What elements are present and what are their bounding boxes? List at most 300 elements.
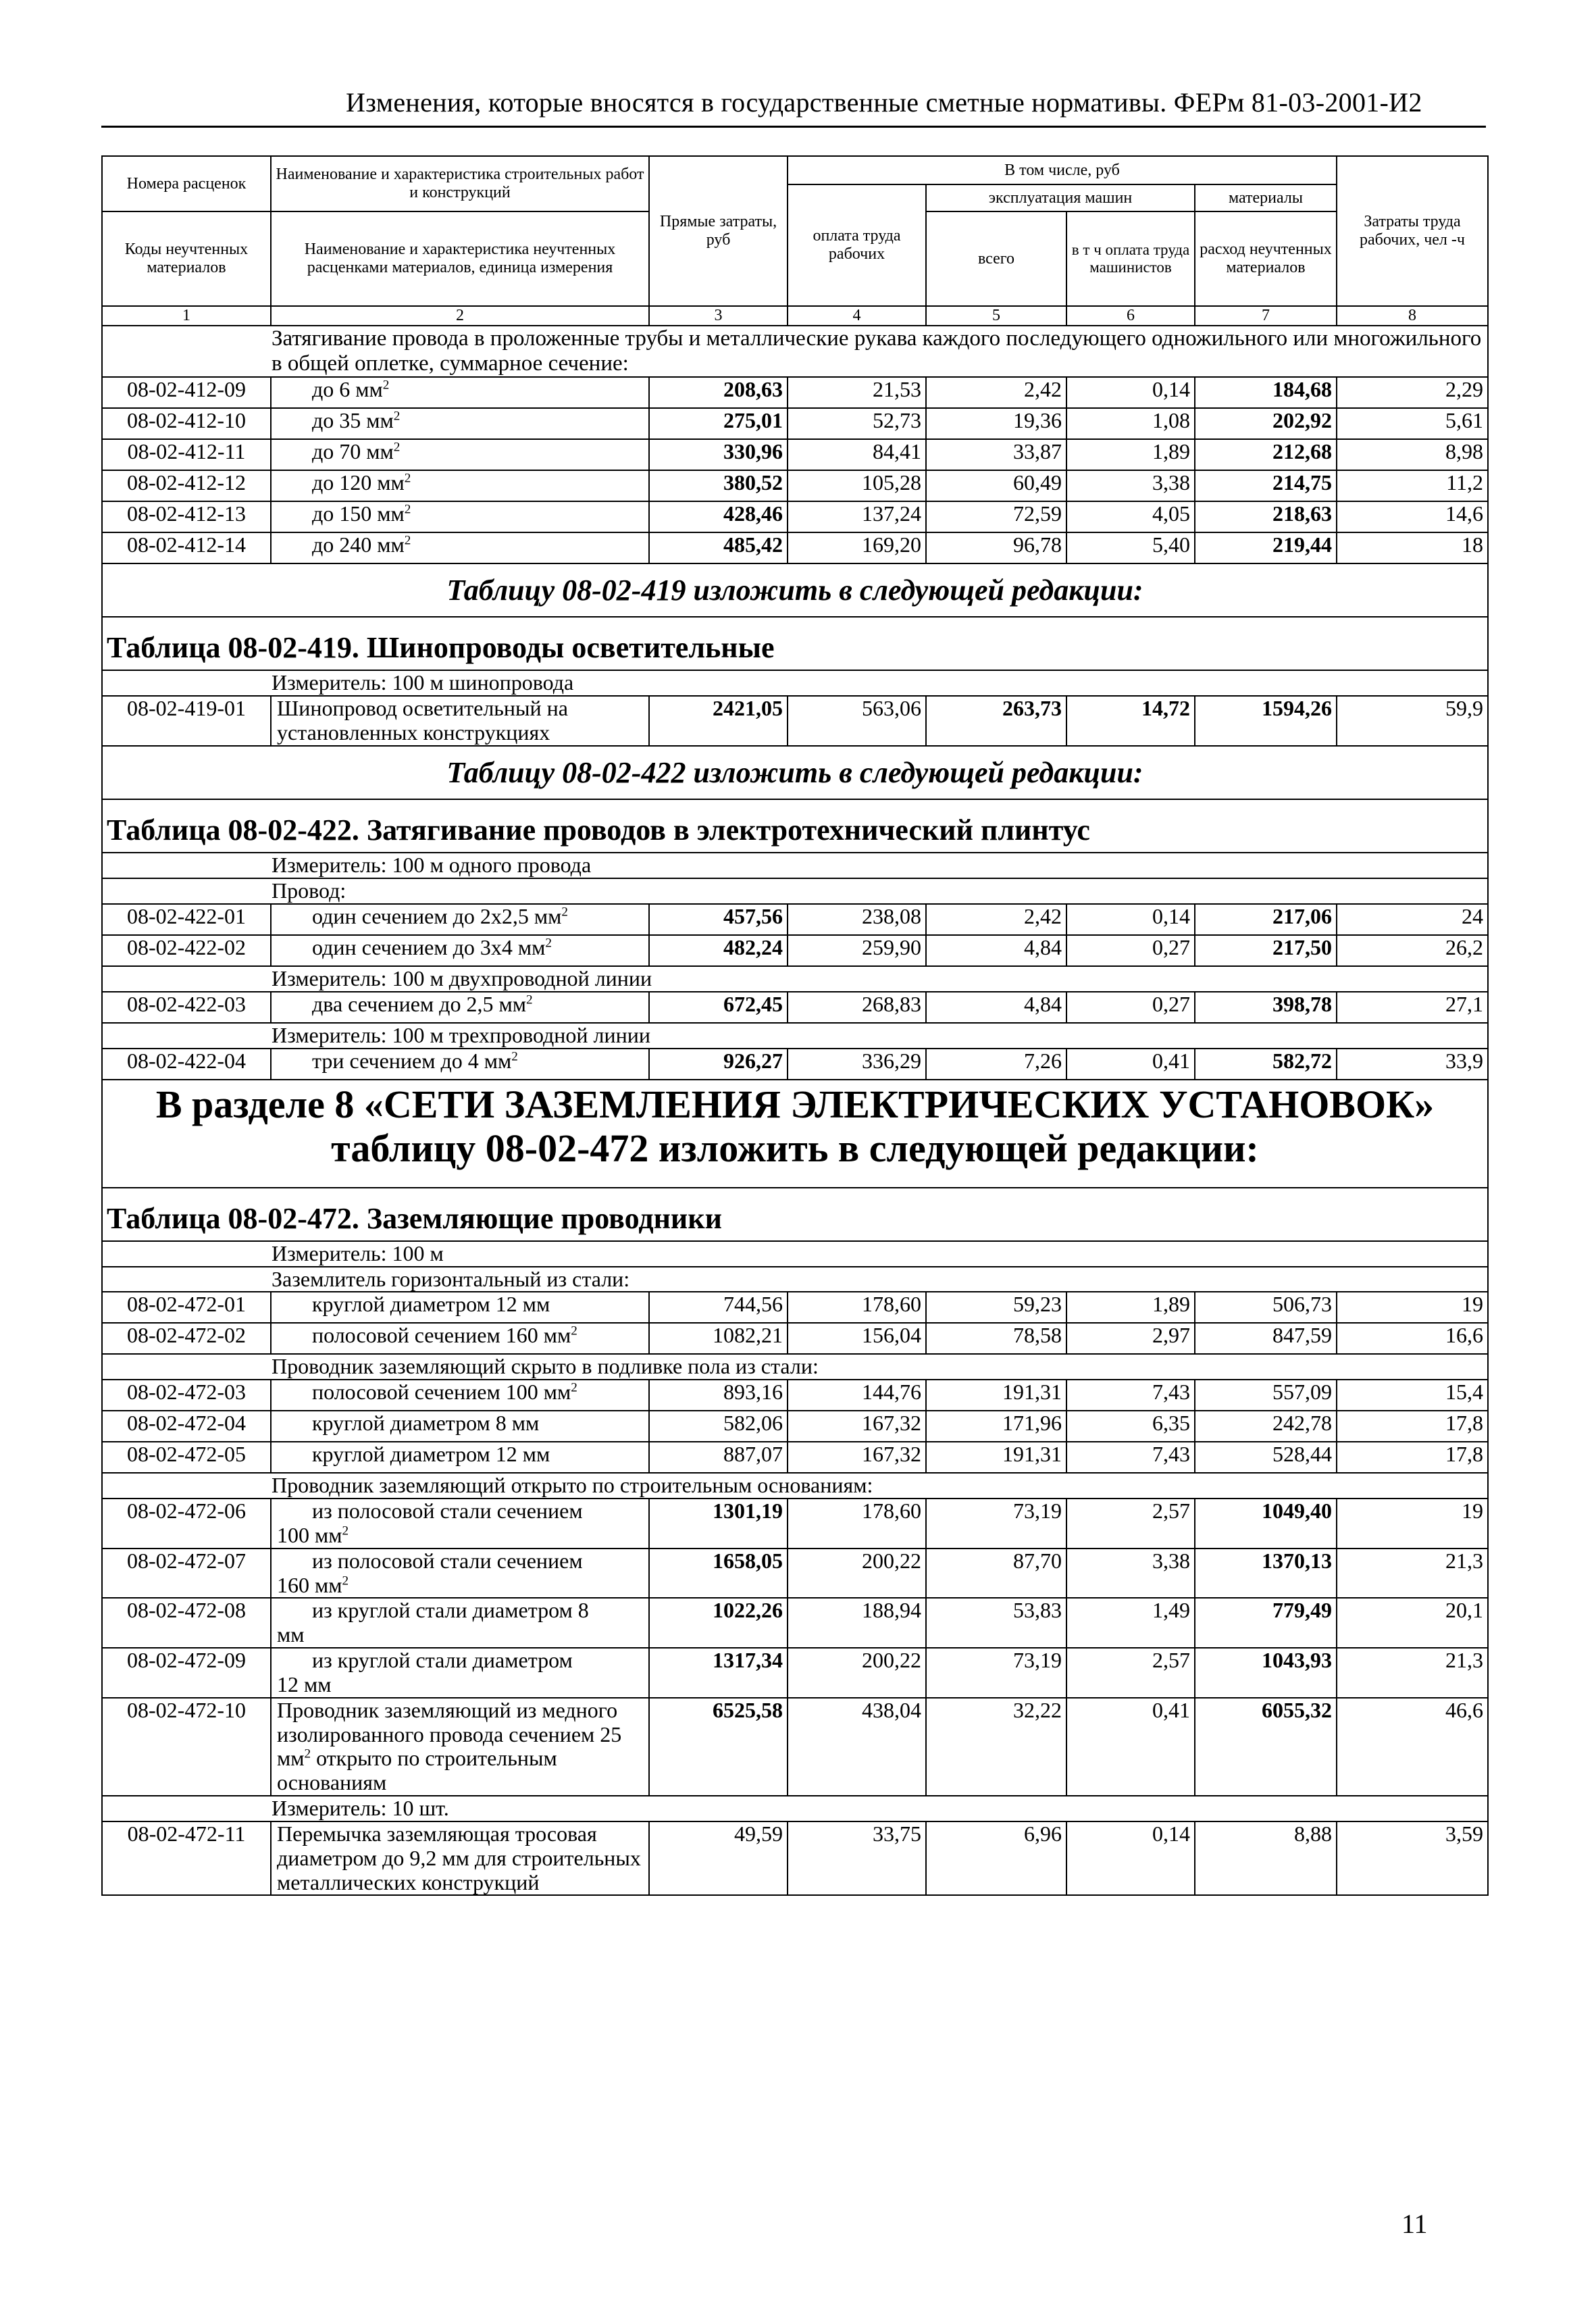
work-name	[271, 1442, 649, 1473]
superscript: 2	[342, 1524, 349, 1538]
work-name	[271, 696, 649, 746]
table-472-sub2-row	[102, 1354, 1488, 1380]
direct-cost: 457,56	[649, 904, 788, 935]
page-number: 11	[1401, 2209, 1428, 2239]
labor-hours: 59,9	[1337, 696, 1488, 746]
labor-hours: 18	[1337, 532, 1488, 563]
machine-cost: 73,19	[926, 1499, 1066, 1549]
labor-hours: 46,6	[1337, 1698, 1488, 1796]
labor-pay: 21,53	[788, 377, 926, 408]
materials-cost: 202,92	[1195, 408, 1337, 439]
edit-instruction-419-row	[102, 563, 1488, 617]
labor-pay: 84,41	[788, 439, 926, 470]
machine-cost: 73,19	[926, 1648, 1066, 1698]
rate-code: 08-02-472-05	[102, 1442, 271, 1473]
rate-code: 08-02-472-07	[102, 1549, 271, 1599]
machine-cost: 4,84	[926, 992, 1066, 1023]
rate-code: 08-02-472-08	[102, 1598, 271, 1648]
column-number: 3	[649, 306, 788, 326]
table-472-sub1-row	[102, 1267, 1488, 1292]
column-number: 6	[1066, 306, 1195, 326]
column-number: 5	[926, 306, 1066, 326]
rate-code: 08-02-472-10	[102, 1698, 271, 1796]
labor-hours: 21,3	[1337, 1549, 1488, 1599]
work-name	[271, 1049, 649, 1080]
work-name-text: Перемычка заземляющая тросовая диаметром до 9,2 мм для строительных металлических конструкций	[277, 1821, 641, 1894]
materials-cost: 6055,32	[1195, 1698, 1337, 1796]
work-name	[271, 1411, 649, 1442]
labor-pay: 200,22	[788, 1549, 926, 1599]
materials-cost: 212,68	[1195, 439, 1337, 470]
superscript: 2	[571, 1380, 577, 1395]
labor-pay: 169,20	[788, 532, 926, 563]
labor-pay: 178,60	[788, 1499, 926, 1549]
superscript: 2	[404, 502, 411, 517]
labor-hours: 3,59	[1337, 1821, 1488, 1895]
work-name-text: из круглой стали диаметром 8	[312, 1598, 589, 1623]
materials-cost: 217,50	[1195, 935, 1337, 966]
machine-cost: 72,59	[926, 501, 1066, 532]
machine-cost: 60,49	[926, 470, 1066, 501]
work-name	[271, 501, 649, 532]
table-row	[102, 1292, 1488, 1323]
direct-cost: 744,56	[649, 1292, 788, 1323]
machinist-pay: 14,72	[1066, 696, 1195, 746]
direct-cost: 893,16	[649, 1380, 788, 1411]
table-422-title: Таблица 08-02-422. Затягивание проводов в электротехнический плинтус	[102, 799, 1488, 853]
machinist-pay: 0,41	[1066, 1698, 1195, 1796]
work-name-text: до 35 мм	[312, 407, 394, 432]
col-header-name-bottom: Наименование и характеристика неучтенных расценками материалов, единица измерения	[271, 211, 649, 306]
rate-code: 08-02-472-01	[102, 1292, 271, 1323]
table-row	[102, 696, 1488, 746]
labor-pay: 336,29	[788, 1049, 926, 1080]
direct-cost: 330,96	[649, 439, 788, 470]
rate-code: 08-02-472-09	[102, 1648, 271, 1698]
work-name	[271, 904, 649, 935]
work-name-text: из полосовой стали сечением	[312, 1499, 583, 1524]
direct-cost: 6525,58	[649, 1698, 788, 1796]
machinist-pay: 1,49	[1066, 1598, 1195, 1648]
rate-code: 08-02-472-11	[102, 1821, 271, 1895]
materials-cost: 582,72	[1195, 1049, 1337, 1080]
rate-code: 08-02-422-02	[102, 935, 271, 966]
machine-cost: 96,78	[926, 532, 1066, 563]
table-row	[102, 439, 1488, 470]
direct-cost: 428,46	[649, 501, 788, 532]
work-name-text: до 240 мм	[312, 532, 405, 557]
direct-cost: 1022,26	[649, 1598, 788, 1648]
col-header-code-bottom: Коды неучтенных материалов	[102, 211, 271, 306]
labor-hours: 27,1	[1337, 992, 1488, 1023]
machinist-pay: 4,05	[1066, 501, 1195, 532]
work-name-continuation: 12 мм	[277, 1671, 332, 1696]
labor-hours: 17,8	[1337, 1442, 1488, 1473]
work-name-text: два сечением до 2,5 мм	[312, 991, 526, 1016]
table-422-measure-3: Измеритель: 100 м трехпроводной линии	[102, 1023, 1488, 1049]
work-name	[271, 1292, 649, 1323]
col-header-machines: эксплуатация машин	[926, 184, 1195, 211]
direct-cost: 208,63	[649, 377, 788, 408]
labor-hours: 11,2	[1337, 470, 1488, 501]
materials-cost: 1043,93	[1195, 1648, 1337, 1698]
machine-cost: 33,87	[926, 439, 1066, 470]
labor-hours: 19	[1337, 1499, 1488, 1549]
labor-pay: 438,04	[788, 1698, 926, 1796]
labor-pay: 238,08	[788, 904, 926, 935]
table-422-measure-row	[102, 853, 1488, 878]
work-name-text: полосовой сечением 160 мм	[312, 1323, 571, 1348]
machinist-pay: 7,43	[1066, 1380, 1195, 1411]
column-number: 1	[102, 306, 271, 326]
table-row	[102, 1049, 1488, 1080]
labor-pay: 167,32	[788, 1442, 926, 1473]
work-name-text: один сечением до 2х2,5 мм	[312, 903, 562, 928]
rate-code: 08-02-472-06	[102, 1499, 271, 1549]
machinist-pay: 3,38	[1066, 470, 1195, 501]
table-472-measure-2: Измеритель: 10 шт.	[102, 1796, 1488, 1821]
table-422-measure-3-row	[102, 1023, 1488, 1049]
direct-cost: 1658,05	[649, 1549, 788, 1599]
direct-cost: 672,45	[649, 992, 788, 1023]
machine-cost: 2,42	[926, 377, 1066, 408]
table-472-measure: Измеритель: 100 м	[102, 1241, 1488, 1267]
col-header-machines-pay: в т ч оплата труда машинистов	[1066, 211, 1195, 306]
materials-cost: 1594,26	[1195, 696, 1337, 746]
materials-cost: 1370,13	[1195, 1549, 1337, 1599]
machine-cost: 19,36	[926, 408, 1066, 439]
rate-code: 08-02-419-01	[102, 696, 271, 746]
labor-hours: 15,4	[1337, 1380, 1488, 1411]
labor-pay: 137,24	[788, 501, 926, 532]
work-name-continuation: мм	[277, 1622, 305, 1647]
table-row	[102, 377, 1488, 408]
labor-hours: 21,3	[1337, 1648, 1488, 1698]
superscript: 2	[304, 1746, 311, 1761]
col-header-labor-cost: Затраты труда рабочих, чел -ч	[1337, 156, 1488, 306]
estimate-table	[101, 155, 1489, 1896]
work-name-text: до 120 мм	[312, 470, 405, 495]
machinist-pay: 1,08	[1066, 408, 1195, 439]
machinist-pay: 0,14	[1066, 377, 1195, 408]
column-number: 4	[788, 306, 926, 326]
table-422-measure: Измеритель: 100 м одного провода	[102, 853, 1488, 878]
materials-cost: 217,06	[1195, 904, 1337, 935]
direct-cost: 380,52	[649, 470, 788, 501]
materials-cost: 506,73	[1195, 1292, 1337, 1323]
machinist-pay: 0,27	[1066, 992, 1195, 1023]
table-422-measure-2: Измеритель: 100 м двухпроводной линии	[102, 966, 1488, 992]
labor-pay: 200,22	[788, 1648, 926, 1698]
machine-cost: 7,26	[926, 1049, 1066, 1080]
work-name	[271, 1648, 649, 1698]
column-numbers-row	[102, 306, 1488, 326]
work-name-continuation: 160 мм	[277, 1572, 342, 1597]
work-name-text: круглой диаметром 8 мм	[312, 1411, 540, 1436]
table-row	[102, 992, 1488, 1023]
work-name-text: до 70 мм	[312, 438, 394, 463]
labor-pay: 33,75	[788, 1821, 926, 1895]
work-name	[271, 1499, 649, 1549]
materials-cost: 219,44	[1195, 532, 1337, 563]
table-row	[102, 935, 1488, 966]
table-row	[102, 1411, 1488, 1442]
materials-cost: 528,44	[1195, 1442, 1337, 1473]
work-name-text: круглой диаметром 12 мм	[312, 1292, 550, 1317]
machine-cost: 191,31	[926, 1380, 1066, 1411]
table-row	[102, 408, 1488, 439]
table-row	[102, 1380, 1488, 1411]
superscript: 2	[545, 936, 552, 951]
labor-pay: 156,04	[788, 1323, 926, 1354]
materials-cost: 847,59	[1195, 1323, 1337, 1354]
machinist-pay: 6,35	[1066, 1411, 1195, 1442]
work-name	[271, 470, 649, 501]
rate-code: 08-02-472-04	[102, 1411, 271, 1442]
superscript: 2	[561, 905, 568, 920]
table-419-measure: Измеритель: 100 м шинопровода	[102, 670, 1488, 696]
work-name	[271, 1821, 649, 1895]
table-row	[102, 1323, 1488, 1354]
column-number: 8	[1337, 306, 1488, 326]
work-name	[271, 408, 649, 439]
work-name	[271, 935, 649, 966]
work-name	[271, 1698, 649, 1796]
page-header: Изменения, которые вносятся в государственные сметные нормативы. ФЕРм 81-03-2001-И2	[346, 87, 1422, 118]
machinist-pay: 2,57	[1066, 1499, 1195, 1549]
work-name-text: из полосовой стали сечением	[312, 1548, 583, 1573]
machinist-pay: 0,14	[1066, 1821, 1195, 1895]
rate-code: 08-02-412-09	[102, 377, 271, 408]
superscript: 2	[571, 1324, 577, 1338]
direct-cost: 275,01	[649, 408, 788, 439]
direct-cost: 49,59	[649, 1821, 788, 1895]
labor-pay: 167,32	[788, 1411, 926, 1442]
col-header-machines-total: всего	[926, 211, 1066, 306]
labor-hours: 20,1	[1337, 1598, 1488, 1648]
materials-cost: 8,88	[1195, 1821, 1337, 1895]
table-row	[102, 1442, 1488, 1473]
col-header-materials: материалы	[1195, 184, 1337, 211]
table-422-title-row	[102, 799, 1488, 853]
table-row	[102, 1821, 1488, 1895]
machine-cost: 87,70	[926, 1549, 1066, 1599]
machinist-pay: 7,43	[1066, 1442, 1195, 1473]
machinist-pay: 1,89	[1066, 439, 1195, 470]
work-name-text: из круглой стали диаметром	[312, 1648, 573, 1673]
superscript: 2	[511, 1049, 518, 1063]
rate-code: 08-02-422-04	[102, 1049, 271, 1080]
section-412-caption-row	[102, 326, 1488, 377]
direct-cost: 887,07	[649, 1442, 788, 1473]
col-header-name-top: Наименование и характеристика строительных работ и конструкций	[271, 156, 649, 211]
labor-pay: 268,83	[788, 992, 926, 1023]
table-row	[102, 1698, 1488, 1796]
superscript: 2	[404, 471, 411, 486]
labor-hours: 2,29	[1337, 377, 1488, 408]
machinist-pay: 2,57	[1066, 1648, 1195, 1698]
labor-pay: 259,90	[788, 935, 926, 966]
table-row	[102, 470, 1488, 501]
section-8-heading-line2: таблицу 08-02-472 изложить в следующей редакции:	[331, 1126, 1259, 1170]
table-472-measure-row	[102, 1241, 1488, 1267]
machine-cost: 2,42	[926, 904, 1066, 935]
direct-cost: 485,42	[649, 532, 788, 563]
rate-code: 08-02-412-10	[102, 408, 271, 439]
column-number: 7	[1195, 306, 1337, 326]
table-row	[102, 501, 1488, 532]
table-419-title-row	[102, 617, 1488, 670]
work-name-text: круглой диаметром 12 мм	[312, 1442, 550, 1467]
direct-cost: 482,24	[649, 935, 788, 966]
work-name	[271, 1380, 649, 1411]
rate-code: 08-02-472-03	[102, 1380, 271, 1411]
direct-cost: 2421,05	[649, 696, 788, 746]
rate-code: 08-02-412-12	[102, 470, 271, 501]
materials-cost: 184,68	[1195, 377, 1337, 408]
work-name-text: три сечением до 4 мм	[312, 1048, 512, 1073]
rate-code: 08-02-422-03	[102, 992, 271, 1023]
edit-instruction-422-row	[102, 746, 1488, 799]
rate-code: 08-02-412-13	[102, 501, 271, 532]
work-name-continuation: открыто по строительным основаниям	[277, 1746, 557, 1795]
machinist-pay: 3,38	[1066, 1549, 1195, 1599]
direct-cost: 1082,21	[649, 1323, 788, 1354]
table-row	[102, 1549, 1488, 1599]
table-422-measure-2-row	[102, 966, 1488, 992]
materials-cost: 218,63	[1195, 501, 1337, 532]
table-row	[102, 904, 1488, 935]
column-number: 2	[271, 306, 649, 326]
work-name	[271, 992, 649, 1023]
machinist-pay: 0,14	[1066, 904, 1195, 935]
table-422-wire-label-row	[102, 878, 1488, 904]
labor-pay: 563,06	[788, 696, 926, 746]
superscript: 2	[393, 440, 401, 455]
work-name	[271, 1598, 649, 1648]
table-419-title: Таблица 08-02-419. Шинопроводы осветительные	[102, 617, 1488, 670]
labor-pay: 144,76	[788, 1380, 926, 1411]
work-name-text: Проводник заземляющий из медного изолированного провода сечением 25 мм	[277, 1697, 622, 1771]
labor-pay: 188,94	[788, 1598, 926, 1648]
machine-cost: 6,96	[926, 1821, 1066, 1895]
superscript: 2	[525, 992, 533, 1007]
labor-hours: 26,2	[1337, 935, 1488, 966]
machinist-pay: 1,89	[1066, 1292, 1195, 1323]
direct-cost: 926,27	[649, 1049, 788, 1080]
work-name	[271, 377, 649, 408]
table-472-sub2: Проводник заземляющий скрыто в подливке пола из стали:	[102, 1354, 1488, 1380]
col-header-materials-unaccounted: расход неучтенных материалов	[1195, 211, 1337, 306]
machine-cost: 78,58	[926, 1323, 1066, 1354]
labor-hours: 14,6	[1337, 501, 1488, 532]
materials-cost: 214,75	[1195, 470, 1337, 501]
machinist-pay: 5,40	[1066, 532, 1195, 563]
rate-code: 08-02-422-01	[102, 904, 271, 935]
rate-code: 08-02-412-14	[102, 532, 271, 563]
direct-cost: 582,06	[649, 1411, 788, 1442]
machinist-pay: 0,41	[1066, 1049, 1195, 1080]
materials-cost: 398,78	[1195, 992, 1337, 1023]
labor-hours: 16,6	[1337, 1323, 1488, 1354]
superscript: 2	[342, 1573, 349, 1588]
col-header-labor-pay: оплата труда рабочих	[788, 184, 926, 306]
table-472-measure-2-row	[102, 1796, 1488, 1821]
direct-cost: 1317,34	[649, 1648, 788, 1698]
work-name-text: один сечением до 3х4 мм	[312, 934, 546, 959]
materials-cost: 557,09	[1195, 1380, 1337, 1411]
edit-instruction-419: Таблицу 08-02-419 изложить в следующей редакции:	[102, 563, 1488, 617]
edit-instruction-422: Таблицу 08-02-422 изложить в следующей редакции:	[102, 746, 1488, 799]
header-rule	[101, 126, 1486, 128]
labor-hours: 24	[1337, 904, 1488, 935]
materials-cost: 1049,40	[1195, 1499, 1337, 1549]
work-name	[271, 1549, 649, 1599]
machine-cost: 4,84	[926, 935, 1066, 966]
machine-cost: 191,31	[926, 1442, 1066, 1473]
table-row	[102, 1499, 1488, 1549]
labor-pay: 52,73	[788, 408, 926, 439]
work-name	[271, 439, 649, 470]
machine-cost: 53,83	[926, 1598, 1066, 1648]
table-row	[102, 532, 1488, 563]
machine-cost: 32,22	[926, 1698, 1066, 1796]
labor-pay: 178,60	[788, 1292, 926, 1323]
machinist-pay: 2,97	[1066, 1323, 1195, 1354]
labor-hours: 19	[1337, 1292, 1488, 1323]
machine-cost: 171,96	[926, 1411, 1066, 1442]
labor-pay: 105,28	[788, 470, 926, 501]
table-472-sub3-row	[102, 1473, 1488, 1499]
materials-cost: 779,49	[1195, 1598, 1337, 1648]
col-header-including: В том числе, руб	[788, 156, 1337, 184]
superscript: 2	[382, 378, 390, 393]
machinist-pay: 0,27	[1066, 935, 1195, 966]
table-472-title-row	[102, 1188, 1488, 1241]
work-name	[271, 1323, 649, 1354]
rate-code: 08-02-412-11	[102, 439, 271, 470]
machine-cost: 263,73	[926, 696, 1066, 746]
section-8-heading	[102, 1080, 1488, 1188]
machine-cost: 59,23	[926, 1292, 1066, 1323]
labor-hours: 17,8	[1337, 1411, 1488, 1442]
table-472-sub3: Проводник заземляющий открыто по строительным основаниям:	[102, 1473, 1488, 1499]
work-name-text: полосовой сечением 100 мм	[312, 1380, 571, 1405]
superscript: 2	[404, 533, 411, 548]
table-row	[102, 1598, 1488, 1648]
work-name-continuation: 100 мм	[277, 1522, 342, 1547]
labor-hours: 5,61	[1337, 408, 1488, 439]
table-422-wire-label: Провод:	[102, 878, 1488, 904]
superscript: 2	[393, 409, 401, 424]
col-header-direct: Прямые затраты, руб	[649, 156, 788, 306]
table-419-measure-row	[102, 670, 1488, 696]
work-name-text: до 6 мм	[312, 376, 383, 401]
materials-cost: 242,78	[1195, 1411, 1337, 1442]
section-412-caption: Затягивание провода в проложенные трубы и металлические рукава каждого последующего одножильного или многожильного в общей оплетке, суммарное сечение:	[102, 326, 1488, 377]
table-row	[102, 1648, 1488, 1698]
work-name-text: Шинопровод осветительный на установленных конструкциях	[277, 696, 568, 745]
section-8-heading-row	[102, 1080, 1488, 1188]
work-name	[271, 532, 649, 563]
rate-code: 08-02-472-02	[102, 1323, 271, 1354]
work-name-text: до 150 мм	[312, 501, 405, 526]
labor-hours: 33,9	[1337, 1049, 1488, 1080]
labor-hours: 8,98	[1337, 439, 1488, 470]
table-472-sub1: Заземлитель горизонтальный из стали:	[102, 1267, 1488, 1292]
table-472-title: Таблица 08-02-472. Заземляющие проводники	[102, 1188, 1488, 1241]
col-header-code-top: Номера расценок	[102, 156, 271, 211]
